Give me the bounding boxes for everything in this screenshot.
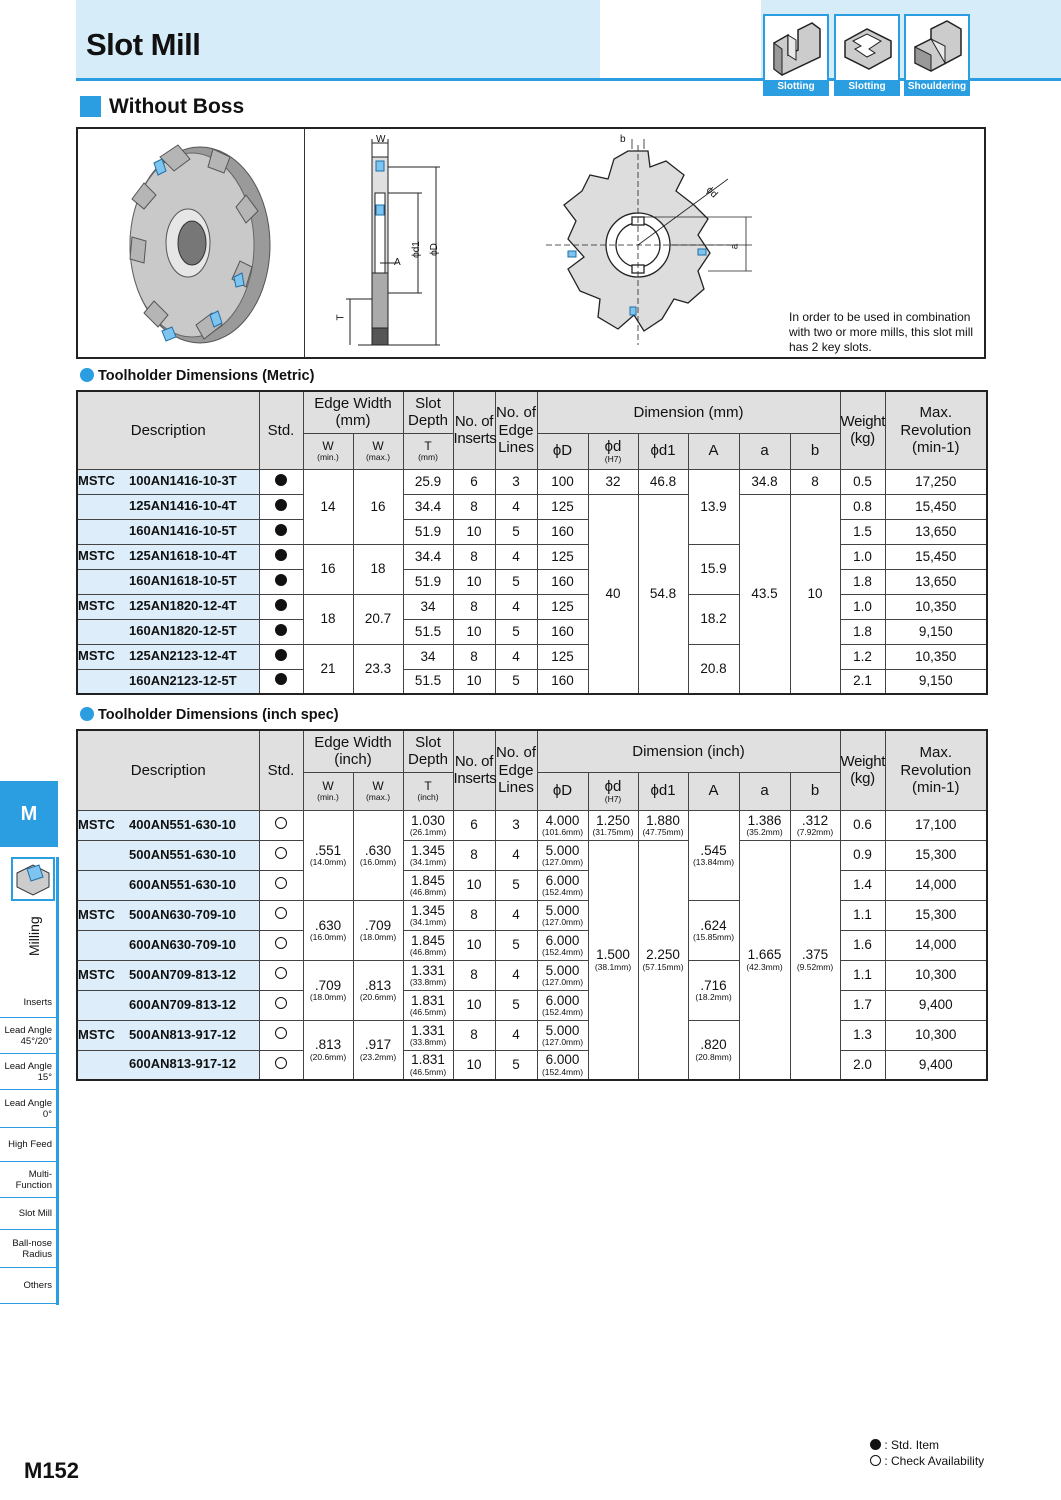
col-b: b bbox=[790, 772, 840, 810]
legend-std-text: : Std. Item bbox=[884, 1438, 940, 1452]
metric-table-heading: Toolholder Dimensions (Metric) bbox=[80, 368, 314, 384]
col-t: T (mm) bbox=[403, 433, 453, 469]
label-b: b bbox=[620, 134, 626, 145]
sidebar-rule bbox=[56, 857, 59, 1305]
table-row: MSTC 500AN813-917-12 .813 (20.6mm) .917 (23.2mm) 1.331 (33.8mm) 8 4 5.000 (127.0mm) .820 (20.8mm) 1.3 10,300 bbox=[77, 1020, 987, 1050]
check-availability-icon bbox=[275, 847, 287, 859]
sidebar-item-lead-angle-45[interactable]: Lead Angle 45°/20° bbox=[0, 1018, 56, 1054]
front-view-drawing bbox=[538, 139, 758, 351]
table-row: MSTC 400AN551-630-10 .551 (14.0mm) .630 (16.0mm) 1.030 (26.1mm) 6 3 4.000 (101.6mm) 1.250 (31.75mm) 1.880 (47.75mm) .545 (13.84mm) 1.386 (35.2mm) .312 (7.92mm) 0.6 17,100 bbox=[77, 810, 987, 840]
table-row: MSTC 500AN630-709-10 .630 (16.0mm) .709 (18.0mm) 1.345 (34.1mm) 8 4 5.000 (127.0mm) .624 (15.85mm) 1.1 15,300 bbox=[77, 900, 987, 930]
section-title: Without Boss bbox=[109, 95, 245, 118]
label-a: a bbox=[729, 243, 741, 250]
std-item-icon bbox=[275, 599, 287, 611]
std-item-icon bbox=[275, 474, 287, 486]
col-dimension: Dimension (inch) bbox=[537, 730, 840, 772]
col-slot-depth: Slot Depth bbox=[403, 391, 453, 433]
std-item-icon bbox=[870, 1439, 881, 1450]
header-white-gap bbox=[600, 0, 761, 80]
slot-mill-3d-image bbox=[118, 137, 278, 352]
col-w-min: W (min.) bbox=[303, 772, 353, 810]
check-availability-icon bbox=[275, 877, 287, 889]
op-label-slotting-2: Slotting bbox=[836, 80, 898, 94]
page-number: M152 bbox=[24, 1458, 80, 1483]
col-phi-d1: ϕd1 bbox=[638, 772, 688, 810]
col-edge-lines: No. of Edge Lines bbox=[495, 391, 537, 469]
col-edge-width: Edge Width (inch) bbox=[303, 730, 403, 772]
col-slot-depth: Slot Depth bbox=[403, 730, 453, 772]
check-availability-icon bbox=[275, 967, 287, 979]
label-phi-d: ϕd bbox=[703, 184, 720, 201]
col-weight: Weight (kg) bbox=[840, 391, 885, 469]
col-phi-D: ϕD bbox=[537, 772, 588, 810]
label-w: W bbox=[376, 134, 386, 145]
section-tab-m[interactable]: M bbox=[0, 781, 58, 847]
std-item-icon bbox=[275, 624, 287, 636]
label-phi-d1: ϕd1 bbox=[410, 241, 422, 258]
col-inserts: No. of Inserts bbox=[453, 391, 495, 469]
legend-check-text: : Check Availability bbox=[884, 1454, 985, 1468]
table-row: 600AN630-709-10 1.845 (46.8mm) 10 5 6.000 (152.4mm) 1.6 14,000 bbox=[77, 930, 987, 960]
table-row: 160AN2123-12-5T 51.5 10 5 160 2.1 9,150 bbox=[77, 669, 987, 694]
col-a: a bbox=[739, 772, 790, 810]
sidebar-item-others[interactable]: Others bbox=[0, 1268, 56, 1304]
col-w-max: W (max.) bbox=[353, 772, 403, 810]
slotting-operation-icon bbox=[763, 14, 829, 96]
col-dimension: Dimension (mm) bbox=[537, 391, 840, 433]
std-item-icon bbox=[275, 524, 287, 536]
check-availability-icon bbox=[275, 1057, 287, 1069]
col-description: Description bbox=[77, 391, 259, 469]
table-row: 160AN1820-12-5T 51.5 10 5 160 1.8 9,150 bbox=[77, 619, 987, 644]
table-row: 600AN709-813-12 1.831 (46.5mm) 10 5 6.000 (152.4mm) 1.7 9,400 bbox=[77, 990, 987, 1020]
col-w-max: W (max.) bbox=[353, 433, 403, 469]
page-title: Slot Mill bbox=[86, 27, 201, 62]
sidebar-item-slot-mill[interactable]: Slot Mill bbox=[0, 1198, 56, 1230]
col-phi-d1: ϕd1 bbox=[638, 433, 688, 469]
slotting-dovetail-operation-icon bbox=[834, 14, 900, 96]
col-a: a bbox=[739, 433, 790, 469]
std-item-icon bbox=[275, 649, 287, 661]
std-item-icon bbox=[275, 499, 287, 511]
col-b: b bbox=[790, 433, 840, 469]
col-max-revolution: Max. Revolution (min-1) bbox=[885, 391, 987, 469]
table-row: MSTC 125AN1820-12-4T 18 20.7 34 8 4 125 18.2 1.0 10,350 bbox=[77, 594, 987, 619]
check-availability-icon bbox=[275, 907, 287, 919]
sidebar-item-multi-function[interactable]: Multi-Function bbox=[0, 1162, 56, 1198]
col-max-revolution: Max. Revolution (min-1) bbox=[885, 730, 987, 810]
check-availability-icon bbox=[275, 1027, 287, 1039]
label-T: T bbox=[335, 314, 347, 321]
col-inserts: No. of Inserts bbox=[453, 730, 495, 810]
table-row: 160AN1416-10-5T 51.9 10 5 160 1.5 13,650 bbox=[77, 519, 987, 544]
label-A: A bbox=[394, 257, 401, 268]
col-std: Std. bbox=[259, 391, 303, 469]
sidebar-item-inserts[interactable]: Inserts bbox=[0, 988, 56, 1018]
col-phi-d: ϕd (H7) bbox=[588, 433, 638, 469]
label-phi-D: ϕD bbox=[428, 243, 440, 256]
figure-divider bbox=[304, 129, 305, 357]
table-row: 160AN1618-10-5T 51.9 10 5 160 1.8 13,650 bbox=[77, 569, 987, 594]
category-milling: Milling bbox=[26, 916, 42, 956]
col-edge-width: Edge Width (mm) bbox=[303, 391, 403, 433]
check-availability-icon bbox=[275, 997, 287, 1009]
table-row: MSTC 125AN2123-12-4T 21 23.3 34 8 4 125 20.8 1.2 10,350 bbox=[77, 644, 987, 669]
col-A: A bbox=[688, 772, 739, 810]
col-w-min: W (min.) bbox=[303, 433, 353, 469]
check-availability-icon bbox=[275, 937, 287, 949]
sidebar-item-lead-angle-15[interactable]: Lead Angle 15° bbox=[0, 1054, 56, 1090]
table-row: 600AN551-630-10 1.845 (46.8mm) 10 5 6.000 (152.4mm) 1.4 14,000 bbox=[77, 870, 987, 900]
std-item-icon bbox=[275, 673, 287, 685]
std-item-icon bbox=[275, 549, 287, 561]
sidebar-item-high-feed[interactable]: High Feed bbox=[0, 1128, 56, 1162]
legend bbox=[870, 1437, 984, 1469]
section-marker bbox=[80, 96, 101, 117]
table-row: MSTC 100AN1416-10-3T 14 16 25.9 6 3 100 32 46.8 13.9 34.8 8 0.5 17,250 bbox=[77, 469, 987, 494]
table-row: 500AN551-630-10 1.345 (34.1mm) 8 4 5.000 (127.0mm) 1.500 (38.1mm) 2.250 (57.15mm) 1.665 (42.3mm) .375 (9.52mm) 0.9 15,300 bbox=[77, 840, 987, 870]
metric-dimension-table bbox=[76, 390, 988, 695]
col-weight: Weight (kg) bbox=[840, 730, 885, 810]
milling-icon bbox=[11, 857, 55, 901]
bullet-icon bbox=[80, 707, 94, 721]
col-std: Std. bbox=[259, 730, 303, 810]
table-row: MSTC 125AN1618-10-4T 16 18 34.4 8 4 125 15.9 1.0 15,450 bbox=[77, 544, 987, 569]
key-slot-note: In order to be used in combination with two or more mills, this slot mill has 2 key slots. bbox=[789, 310, 974, 354]
tool-figure-panel bbox=[76, 127, 986, 359]
op-label-shouldering: Shouldering bbox=[907, 81, 967, 92]
col-t: T (inch) bbox=[403, 772, 453, 810]
col-phi-d: ϕd (H7) bbox=[588, 772, 638, 810]
check-availability-icon bbox=[870, 1455, 881, 1466]
col-edge-lines: No. of Edge Lines bbox=[495, 730, 537, 810]
table-row: MSTC 500AN709-813-12 .709 (18.0mm) .813 (20.6mm) 1.331 (33.8mm) 8 4 5.000 (127.0mm) .716 (18.2mm) 1.1 10,300 bbox=[77, 960, 987, 990]
table-row: 600AN813-917-12 1.831 (46.5mm) 10 5 6.000 (152.4mm) 2.0 9,400 bbox=[77, 1050, 987, 1080]
col-A: A bbox=[688, 433, 739, 469]
inch-table-heading: Toolholder Dimensions (inch spec) bbox=[80, 707, 339, 723]
std-item-icon bbox=[275, 574, 287, 586]
sidebar-item-lead-angle-0[interactable]: Lead Angle 0° bbox=[0, 1090, 56, 1128]
inch-dimension-table bbox=[76, 729, 988, 1081]
check-availability-icon bbox=[275, 817, 287, 829]
bullet-icon bbox=[80, 368, 94, 382]
sidebar-item-ball-nose-radius[interactable]: Ball-nose Radius bbox=[0, 1230, 56, 1268]
op-label-slotting: Slotting bbox=[765, 80, 827, 94]
table-row: 125AN1416-10-4T 34.4 8 4 125 40 54.8 43.5 10 0.8 15,450 bbox=[77, 494, 987, 519]
col-description: Description bbox=[77, 730, 259, 810]
shouldering-operation-icon bbox=[904, 14, 970, 96]
col-phi-D: ϕD bbox=[537, 433, 588, 469]
